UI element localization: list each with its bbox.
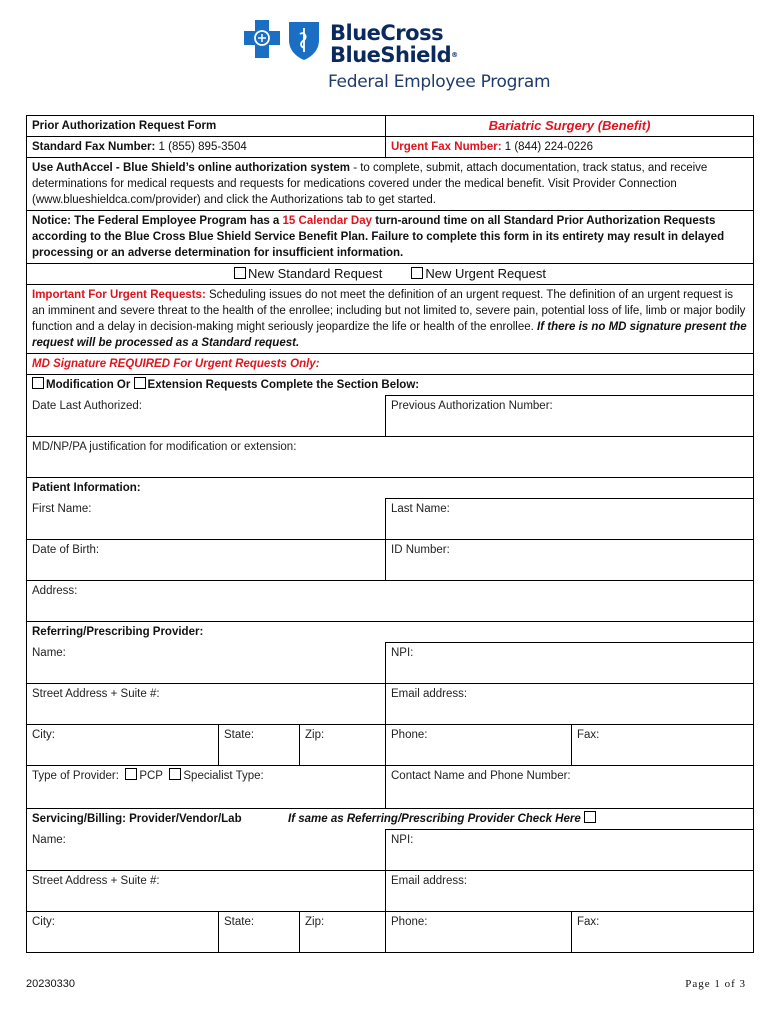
specialist-label: Specialist Type: <box>183 770 264 782</box>
urgent-definition <box>27 285 754 354</box>
form-code: 20230330 <box>26 978 75 990</box>
servicing-title: Servicing/Billing: Provider/Vendor/Lab <box>32 813 242 825</box>
svc-email-field[interactable]: Email address: <box>386 871 754 912</box>
modification-checkbox[interactable] <box>32 377 44 389</box>
urgent-fax-value: 1 (844) 224-0226 <box>501 141 593 153</box>
pcp-checkbox[interactable] <box>125 768 137 780</box>
svc-zip-field[interactable]: Zip: <box>300 912 386 953</box>
urgent-fax <box>386 137 754 158</box>
patient-address-field[interactable]: Address: <box>27 581 754 622</box>
patient-section: Patient Information: <box>27 478 754 499</box>
program-name: Federal Employee Program <box>328 72 551 92</box>
blueshield-shield-icon <box>286 18 322 62</box>
header <box>0 0 770 112</box>
modification-header <box>27 375 754 396</box>
std-fax-value: 1 (855) 895-3504 <box>155 141 247 153</box>
urgent-label: Important For Urgent Requests: <box>32 289 206 301</box>
ref-email-field[interactable]: Email address: <box>386 684 754 725</box>
pcp-label: PCP <box>139 770 163 782</box>
md-signature[interactable]: MD Signature REQUIRED For Urgent Requests Only: <box>27 354 754 375</box>
date-last-authorized-field[interactable]: Date Last Authorized: <box>27 396 386 437</box>
svc-state-field[interactable]: State: <box>219 912 300 953</box>
svc-city-field[interactable]: City: <box>27 912 219 953</box>
justification-field[interactable]: MD/NP/PA justification for modification or extension: <box>27 437 754 478</box>
svc-fax-field[interactable]: Fax: <box>572 912 754 953</box>
ref-npi-field[interactable]: NPI: <box>386 643 754 684</box>
registered-mark: ® <box>451 51 458 59</box>
new-standard-label: New Standard Request <box>248 266 383 281</box>
bluecross-cross-icon <box>242 18 282 60</box>
ref-street-field[interactable]: Street Address + Suite #: <box>27 684 386 725</box>
form-title: Prior Authorization Request Form <box>27 116 386 137</box>
urgent-text: Scheduling issues do not meet the definition of an urgent request. The definition of an urgent request is an imminent and severe threat to the health of the enrollee; including but not limited to, severe pain, potential loss of life, limb or major bodily function and a delay in decision-making might seriously jeopardize the life or health of the enrollee. <box>32 289 746 333</box>
svc-npi-field[interactable]: NPI: <box>386 830 754 871</box>
ref-zip-field[interactable]: Zip: <box>300 725 386 766</box>
svc-name-field[interactable]: Name: <box>27 830 386 871</box>
provider-type-label: Type of Provider: <box>32 770 119 782</box>
id-number-field[interactable]: ID Number: <box>386 540 754 581</box>
servicing-section <box>27 809 754 830</box>
notice-a: Notice: The Federal Employee Program has a <box>32 215 283 227</box>
ref-name-field[interactable]: Name: <box>27 643 386 684</box>
specialist-checkbox[interactable] <box>169 768 181 780</box>
brand-line1: BlueCross <box>330 21 444 45</box>
authaccel-bold: Use AuthAccel - Blue Shield’s online authorization system <box>32 162 351 174</box>
benefit-title: Bariatric Surgery (Benefit) <box>386 116 754 137</box>
dob-field[interactable]: Date of Birth: <box>27 540 386 581</box>
last-name-field[interactable]: Last Name: <box>386 499 754 540</box>
provider-type-row <box>27 766 386 809</box>
urgent-fax-label: Urgent Fax Number: <box>391 141 502 153</box>
extension-checkbox[interactable] <box>134 377 146 389</box>
svc-phone-field[interactable]: Phone: <box>386 912 572 953</box>
brand-line2: BlueShield <box>330 43 452 67</box>
page-number: Page 1 of 3 <box>685 978 746 990</box>
request-type-row <box>27 264 754 285</box>
previous-auth-number-field[interactable]: Previous Authorization Number: <box>386 396 754 437</box>
notice <box>27 211 754 264</box>
svc-street-field[interactable]: Street Address + Suite #: <box>27 871 386 912</box>
standard-fax <box>27 137 386 158</box>
brand-name <box>330 22 458 66</box>
ref-state-field[interactable]: State: <box>219 725 300 766</box>
prior-auth-form <box>26 115 753 953</box>
notice-b: turn-around time on all Standard Prior Authorization Requests according to the Blue Cross Blue Shield Service Benefit Plan. Failure to complete this form in its entirety may result in delayed processing or an adverse determination for insufficient information. <box>32 215 725 259</box>
new-standard-checkbox[interactable] <box>234 267 246 279</box>
same-as-label: If same as Referring/Prescribing Provider Check Here <box>288 813 581 825</box>
same-as-checkbox[interactable] <box>584 811 596 823</box>
authaccel-note <box>27 158 754 211</box>
contact-field[interactable]: Contact Name and Phone Number: <box>386 766 754 809</box>
std-fax-label: Standard Fax Number: <box>32 141 156 153</box>
new-urgent-checkbox[interactable] <box>411 267 423 279</box>
first-name-field[interactable]: First Name: <box>27 499 386 540</box>
notice-red: 15 Calendar Day <box>282 215 373 227</box>
ref-phone-field[interactable]: Phone: <box>386 725 572 766</box>
urgent-italic: If there is no MD signature present the request will be processed as a Standard request. <box>32 321 747 349</box>
ref-fax-field[interactable]: Fax: <box>572 725 754 766</box>
new-urgent-label: New Urgent Request <box>425 266 546 281</box>
referring-section: Referring/Prescribing Provider: <box>27 622 754 643</box>
mod-a: Modification Or <box>46 379 134 391</box>
ref-city-field[interactable]: City: <box>27 725 219 766</box>
mod-b: Extension Requests Complete the Section Below: <box>147 379 420 391</box>
authaccel-text: - to complete, submit, attach documentation, track status, and receive determinations for medical requests and requests for medications covered under the medical benefit. Visit Provider Connection (www.blueshieldca.com/provider) and click the Authorizations tab to get started. <box>32 162 708 206</box>
